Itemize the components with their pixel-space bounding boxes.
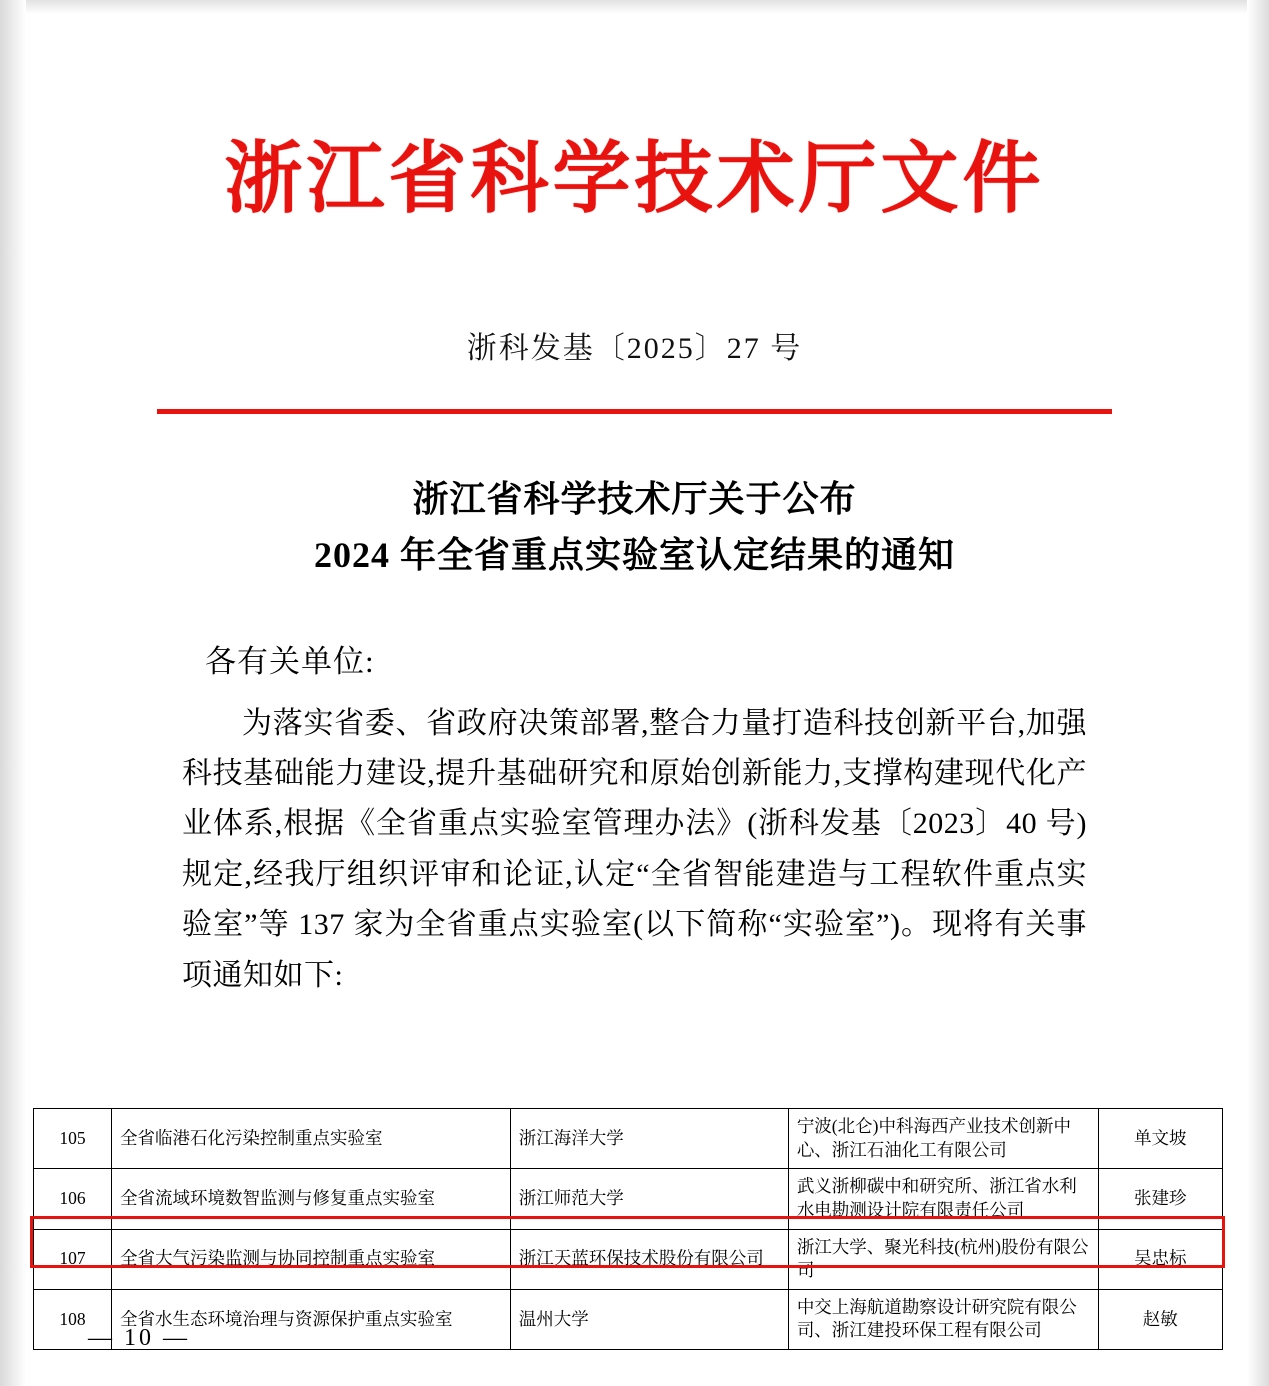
cooperating-units: 浙江大学、聚光科技(杭州)股份有限公司 xyxy=(788,1229,1098,1289)
salutation: 各有关单位: xyxy=(205,643,375,679)
document-number: 浙科发基〔2025〕27 号 xyxy=(466,332,803,365)
notice-heading-line-2: 2024 年全省重点实验室认定结果的通知 xyxy=(313,534,955,575)
cooperating-units: 宁波(北仑)中科海西产业技术创新中心、浙江石油化工有限公司 xyxy=(788,1109,1098,1169)
host-unit: 温州大学 xyxy=(510,1289,788,1349)
table-row xyxy=(34,1289,1223,1349)
lab-director: 张建珍 xyxy=(1098,1169,1222,1229)
cooperating-units: 武义浙柳碳中和研究所、浙江省水利水电勘测设计院有限责任公司 xyxy=(788,1169,1098,1229)
lab-director: 吴忠标 xyxy=(1098,1229,1222,1289)
notice-heading xyxy=(0,472,1269,584)
row-number: 108 xyxy=(34,1289,112,1349)
table-row xyxy=(34,1169,1223,1229)
notice-heading-line-1: 浙江省科学技术厅关于公布 xyxy=(412,479,857,519)
table-row-highlighted xyxy=(34,1229,1223,1289)
host-unit: 浙江海洋大学 xyxy=(510,1109,788,1169)
row-number: 106 xyxy=(34,1169,112,1229)
lab-director: 单文坡 xyxy=(1098,1109,1222,1169)
host-unit: 浙江天蓝环保技术股份有限公司 xyxy=(510,1229,788,1289)
row-number: 105 xyxy=(34,1109,112,1169)
cooperating-units: 中交上海航道勘察设计研究院有限公司、浙江建投环保工程有限公司 xyxy=(788,1289,1098,1349)
red-divider-rule xyxy=(157,409,1112,414)
lab-list-table xyxy=(33,1108,1223,1350)
host-unit: 浙江师范大学 xyxy=(510,1169,788,1229)
lab-list-table-wrapper xyxy=(33,1108,1223,1350)
lab-name: 全省流域环境数智监测与修复重点实验室 xyxy=(112,1169,511,1229)
document-title: 浙江省科学技术厅文件 xyxy=(224,133,1045,224)
row-number: 107 xyxy=(34,1229,112,1289)
lab-director: 赵敏 xyxy=(1098,1289,1222,1349)
body-paragraph: 为落实省委、省政府决策部署,整合力量打造科技创新平台,加强科技基础能力建设,提升基础研究和原始创新能力,支撑构建现代化产业体系,根据《全省重点实验室管理办法》(浙科发基〔2023〕40 号)规定,经我厅组织评审和论证,认定“全省智能建造与工程软件重点实验室”等 137 家为全省重点实验室(以下简称“实验室”)。现将有关事项通知如下: xyxy=(182,706,1087,992)
lab-name: 全省大气污染监测与协同控制重点实验室 xyxy=(112,1229,511,1289)
lab-name: 全省临港石化污染控制重点实验室 xyxy=(112,1109,511,1169)
page-number: — 10 — xyxy=(88,1325,190,1351)
table-row xyxy=(34,1109,1223,1169)
lab-name: 全省水生态环境治理与资源保护重点实验室 xyxy=(112,1289,511,1349)
